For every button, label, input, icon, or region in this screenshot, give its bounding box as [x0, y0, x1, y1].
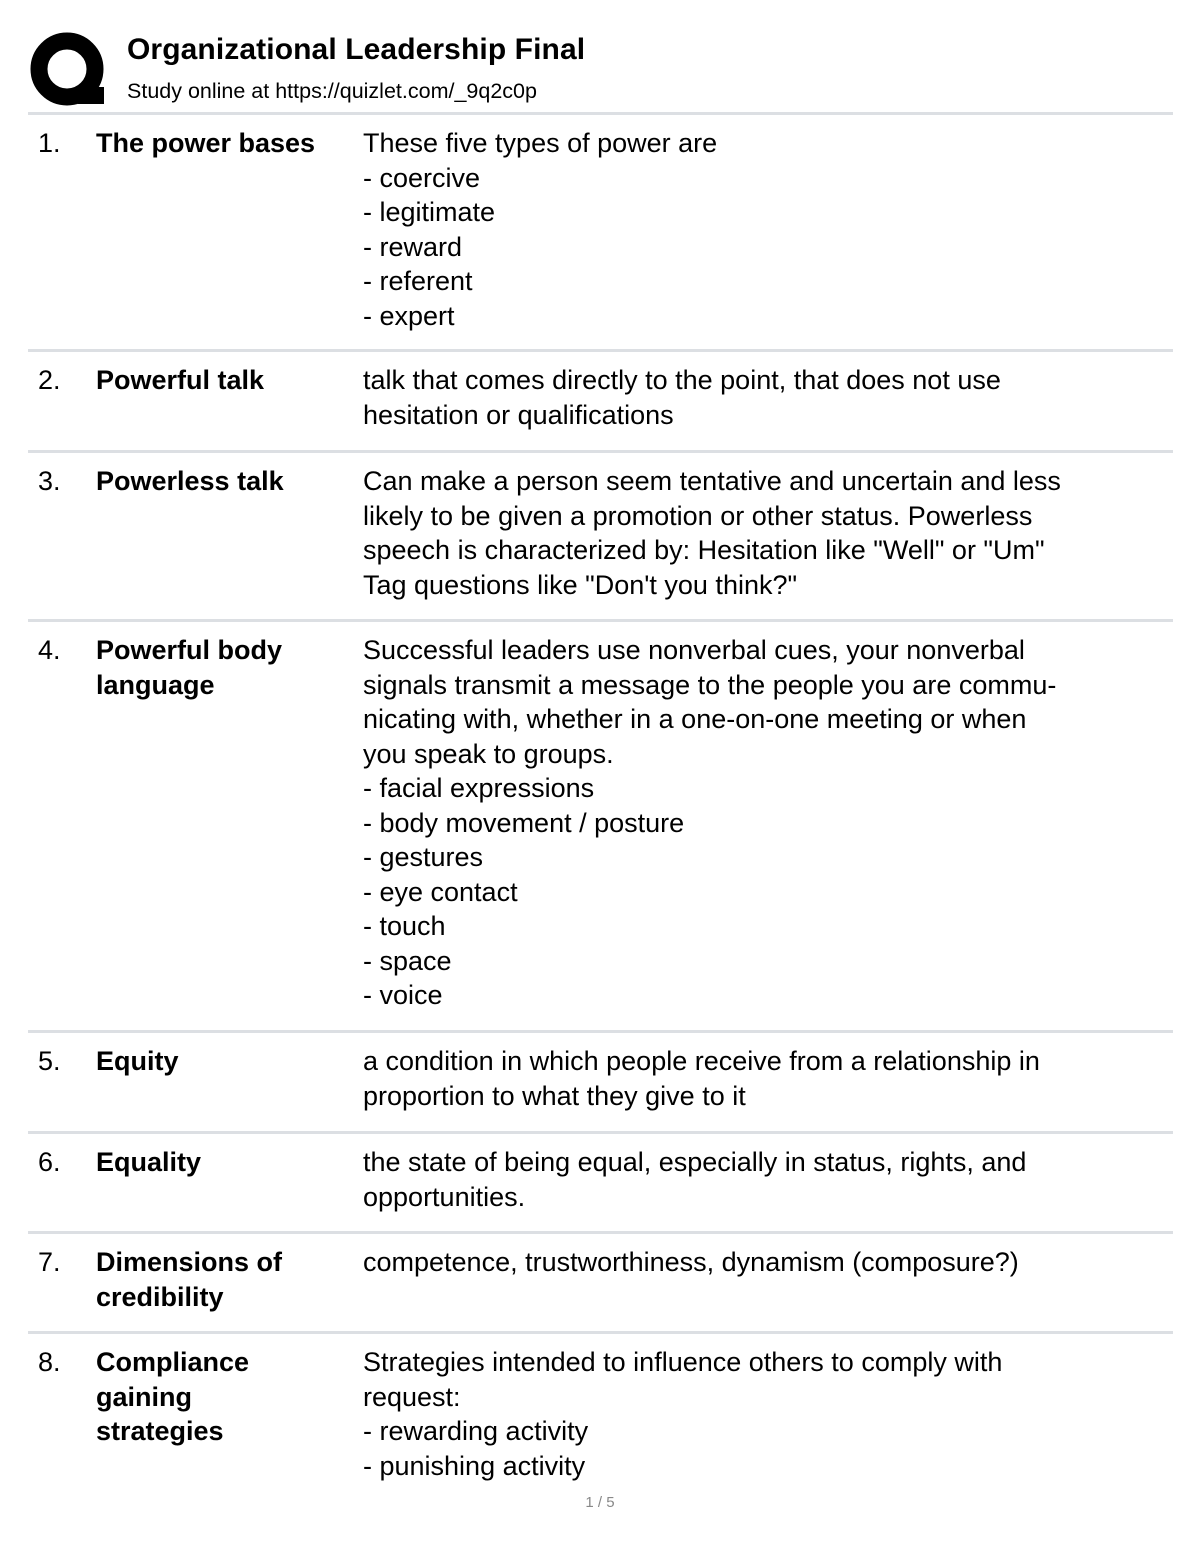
term-row — [28, 453, 1173, 622]
term-number: 3. — [38, 466, 61, 496]
term-row — [28, 622, 1173, 1033]
term-row — [28, 352, 1173, 453]
term-row — [28, 1334, 1173, 1499]
term-definition: These five types of power are - coercive - legitimate - reward - referent - expert — [363, 128, 718, 331]
term-name: Powerful body language — [96, 635, 283, 700]
document-title: Organizational Leadership Final — [127, 33, 586, 66]
term-definition: Can make a person seem tentative and uncertain and less likely to be given a promotion or other status. Powerless speech is characterized by: Hesitation like "Well" or "Um" Tag questions like "Don't you think?" — [363, 466, 1061, 600]
terms-list — [28, 115, 1173, 1499]
term-number: 5. — [38, 1046, 61, 1076]
term-definition: Strategies intended to influence others to comply with request: - rewarding activity - punishing activity — [363, 1347, 1003, 1481]
term-name: Powerless talk — [96, 466, 284, 496]
term-row — [28, 1134, 1173, 1234]
term-name: Equity — [96, 1046, 179, 1076]
term-number: 8. — [38, 1347, 61, 1377]
page-number: 1 / 5 — [585, 1494, 615, 1511]
term-row — [28, 1234, 1173, 1334]
term-name: The power bases — [96, 128, 316, 158]
study-online-link[interactable]: Study online at https://quizlet.com/_9q2c0p — [127, 79, 537, 103]
term-number: 2. — [38, 365, 61, 395]
term-definition: competence, trustworthiness, dynamism (composure?) — [363, 1247, 1019, 1277]
term-row — [28, 1033, 1173, 1134]
quizlet-logo-icon — [30, 32, 106, 108]
term-name: Dimensions of credibility — [96, 1247, 283, 1312]
term-row — [28, 115, 1173, 352]
term-name: Compliance gaining strategies — [96, 1347, 250, 1446]
term-definition: the state of being equal, especially in status, rights, and opportunities. — [363, 1147, 1027, 1212]
term-number: 4. — [38, 635, 61, 665]
term-definition: a condition in which people receive from a relationship in proportion to what they give to it — [363, 1046, 1040, 1111]
term-name: Equality — [96, 1147, 202, 1177]
term-definition: talk that comes directly to the point, that does not use hesitation or qualifications — [363, 365, 1001, 430]
term-number: 6. — [38, 1147, 61, 1177]
term-number: 1. — [38, 128, 61, 158]
document-header — [30, 30, 1172, 110]
term-number: 7. — [38, 1247, 61, 1277]
term-definition: Successful leaders use nonverbal cues, your nonverbal signals transmit a message to the people you are commu- nicating with, whether in a one-on-one meeting or when you speak to groups. - facial expressions - body movement / posture - gestures - eye contact - touch - space - voice — [363, 635, 1057, 1010]
term-name: Powerful talk — [96, 365, 265, 395]
